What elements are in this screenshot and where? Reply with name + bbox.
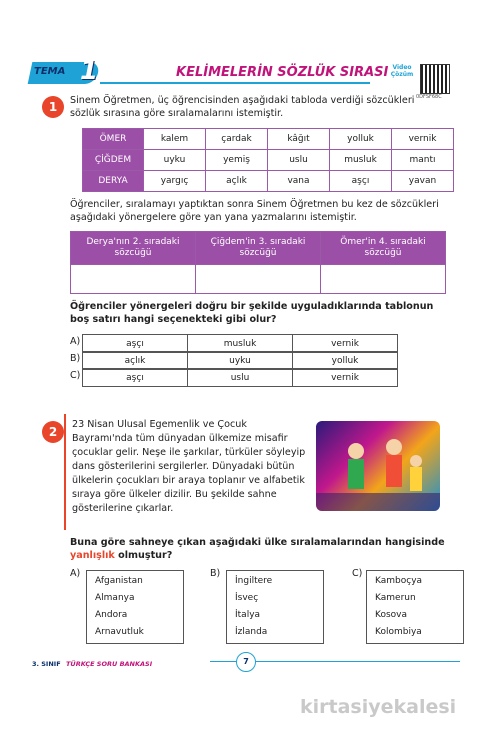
option-cell: aşçı <box>83 369 188 387</box>
option-cell: yolluk <box>293 352 398 370</box>
table-cell: yolluk <box>330 129 392 150</box>
table-cell: kalem <box>144 129 206 150</box>
empty-cell <box>71 265 196 294</box>
table-row <box>83 150 454 171</box>
empty-cell <box>196 265 321 294</box>
student-name: ÇİĞDEM <box>83 150 144 171</box>
question-2-prompt <box>70 536 445 562</box>
question-2-number: 2 <box>42 421 64 443</box>
student-name: DERYA <box>83 171 144 192</box>
option-c-label: C) <box>352 568 363 579</box>
question-1-number: 1 <box>42 96 64 118</box>
table-row <box>83 171 454 192</box>
list-item: Kamboçya <box>375 576 423 586</box>
list-item: Kamerun <box>375 593 416 603</box>
watermark: kirtasiyekalesi <box>300 696 457 718</box>
student-name: ÖMER <box>83 129 144 150</box>
option-cell: vernik <box>293 369 398 387</box>
option-cell: uyku <box>188 352 293 370</box>
question-2-passage: 23 Nisan Ulusal Egemenlik ve Çocuk Bayramı'nda tüm dünyadan ülkemize misafir çocuklar gelir. Neşe ile şarkılar, türküler söyleyip dans gösterilerini sergilerler. Dünyadaki bütün ülkelerin çocukları bir araya toplanır ve alfabetik sıraya göre ülkeler dizilir. Bu şekilde sahne gösterilerine çıkarlar. <box>72 419 306 514</box>
option-cell: uslu <box>188 369 293 387</box>
option-b-label: B) <box>210 568 221 579</box>
table-header-row <box>71 232 446 265</box>
tema-number: 1 <box>80 56 99 86</box>
table-row <box>83 129 454 150</box>
prompt-keyword: yanlışlık <box>70 550 115 561</box>
column-header: Çiğdem'in 3. sıradaki sözcüğü <box>196 232 321 265</box>
option-c[interactable] <box>82 368 398 387</box>
option-a-list[interactable] <box>86 570 184 644</box>
dancers-illustration <box>316 421 440 511</box>
option-cell: vernik <box>293 335 398 353</box>
option-cell: açlık <box>83 352 188 370</box>
option-b-list[interactable] <box>226 570 324 644</box>
empty-answer-row <box>71 265 446 294</box>
list-item: Afganistan <box>95 576 143 586</box>
footer-book-title: TÜRKÇE SORU BANKASI <box>66 660 153 668</box>
list-item: İngiltere <box>235 576 273 586</box>
table-cell: çardak <box>206 129 268 150</box>
option-b-label: B) <box>70 353 81 364</box>
page-title: KELİMELERİN SÖZLÜK SIRASI <box>176 65 389 80</box>
list-item: Arnavutluk <box>95 627 144 637</box>
question-1-middle: Öğrenciler, sıralamayı yaptıktan sonra Sinem Öğretmen bu kez de sözcükleri aşağıdaki yönergelere göre yan yana yazmalarını istemiştir. <box>70 199 439 223</box>
word-table <box>82 128 454 192</box>
option-c-list[interactable] <box>366 570 464 644</box>
list-item: İzlanda <box>235 627 268 637</box>
video-label-line2: Çözüm <box>390 71 414 78</box>
table-cell: yemiş <box>206 150 268 171</box>
table-cell: uslu <box>268 150 330 171</box>
column-header: Derya'nın 2. sıradaki sözcüğü <box>71 232 196 265</box>
list-item: Andora <box>95 610 128 620</box>
video-label-line1: Video <box>392 64 412 71</box>
footer-class: 3. SINIF <box>32 660 61 668</box>
table-cell: vernik <box>392 129 454 150</box>
question-1-prompt: Öğrenciler yönergeleri doğru bir şekilde uyguladıklarında tablonun boş satırı hangi seçenekteki gibi olur? <box>70 301 434 325</box>
tema-label: TEMA <box>34 66 66 77</box>
prompt-text: Buna göre sahneye çıkan aşağıdaki ülke sıralamalarından hangisinde <box>70 537 445 548</box>
table-cell: aşçı <box>330 171 392 192</box>
table-cell: yargıç <box>144 171 206 192</box>
table-cell: uyku <box>144 150 206 171</box>
option-a-label: A) <box>70 568 81 579</box>
list-item: İsveç <box>235 593 259 603</box>
option-a-label: A) <box>70 336 81 347</box>
page-number: 7 <box>236 652 256 672</box>
column-header: Ömer'in 4. sıradaki sözcüğü <box>321 232 446 265</box>
empty-cell <box>321 265 446 294</box>
table-cell: vana <box>268 171 330 192</box>
list-item: Kosova <box>375 610 407 620</box>
instruction-table <box>70 231 446 294</box>
qr-code-text: 0DFSF68C <box>416 94 442 100</box>
video-solution-label <box>390 64 414 78</box>
option-cell: musluk <box>188 335 293 353</box>
prompt-end: olmuştur? <box>118 550 173 561</box>
table-cell: yavan <box>392 171 454 192</box>
table-cell: musluk <box>330 150 392 171</box>
list-item: İtalya <box>235 610 261 620</box>
list-item: Almanya <box>95 593 135 603</box>
option-c-label: C) <box>70 370 81 381</box>
header-divider <box>100 82 370 84</box>
festival-photo <box>316 421 440 511</box>
table-cell: mantı <box>392 150 454 171</box>
table-cell: kâğıt <box>268 129 330 150</box>
option-cell: aşçı <box>83 335 188 353</box>
qr-code-icon[interactable] <box>420 64 450 94</box>
question-1-intro: Sinem Öğretmen, üç öğrencisinden aşağıdaki tabloda verdiği sözcükleri sözlük sırasına göre sıralamalarını istemiştir. <box>70 95 415 119</box>
list-item: Kolombiya <box>375 627 422 637</box>
table-cell: açlık <box>206 171 268 192</box>
